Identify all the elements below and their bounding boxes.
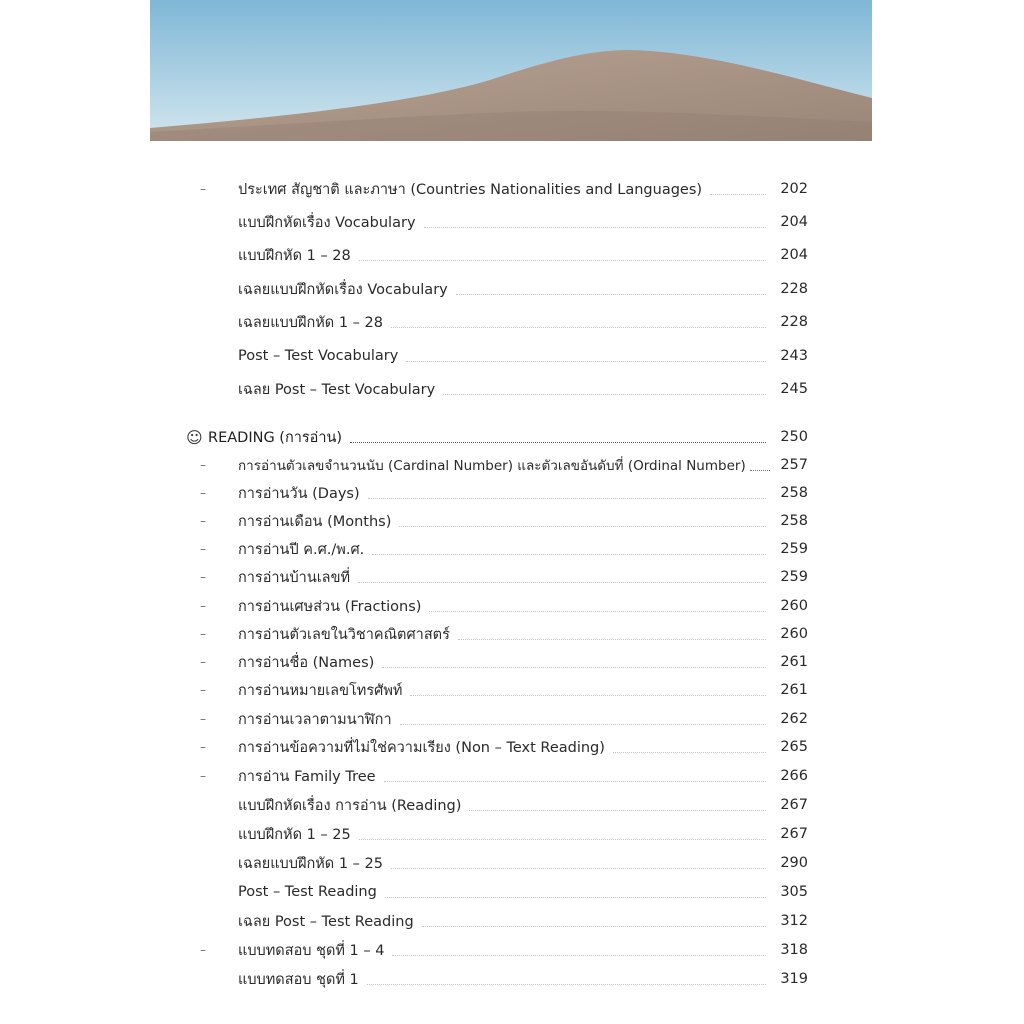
toc-entry [200,880,808,904]
toc-entry [200,310,808,334]
toc-page-number: 204 [780,247,808,263]
dot-leader [384,780,766,782]
toc-entry-title: การอ่านข้อความที่ไม่ใช่ความเรียง (Non – Text Reading) [238,739,605,756]
toc-entry [200,277,808,301]
dot-leader [400,723,766,725]
toc-page-number: 258 [780,485,808,501]
toc-page-number: 228 [780,314,808,330]
toc-page-number: 265 [780,739,808,755]
dot-leader [385,896,766,898]
toc-entry-title: แบบฝึกหัดเรื่อง Vocabulary [238,214,416,231]
toc-entry-title: การอ่านปี ค.ศ./พ.ศ. [238,541,365,558]
dot-leader [424,226,766,228]
toc-page-number: 258 [780,513,808,529]
dot-leader [458,638,766,640]
dot-leader [456,293,766,295]
toc-entry [200,509,808,533]
dot-leader [358,581,766,583]
toc-page-number: 261 [780,654,808,670]
toc-entry [200,851,808,875]
toc-bullet: – [200,542,206,556]
toc-page-number: 202 [780,181,808,197]
toc-bullet: – [200,182,206,196]
desert-dune-photo [150,0,872,141]
toc-bullet: – [200,683,206,697]
toc-entry [200,243,808,267]
toc-entry-title: การอ่านเศษส่วน (Fractions) [238,598,422,615]
dot-leader [350,441,766,443]
toc-entry [200,210,808,234]
dot-leader [359,838,766,840]
toc-page-number: 228 [780,281,808,297]
toc-bullet: – [200,627,206,641]
toc-entry [200,822,808,846]
desert-dune-banner [150,0,872,141]
toc-page-number: 261 [780,682,808,698]
toc-bullet: – [200,458,206,472]
toc-entry-title: การอ่านวัน (Days) [238,485,360,502]
toc-entry-title: การอ่านหมายเลขโทรศัพท์ [238,682,403,699]
toc-entry-title: เฉลย Post – Test Reading [238,913,414,930]
toc-entry-title: เฉลยแบบฝึกหัด 1 – 25 [238,855,383,872]
dot-leader [750,469,770,471]
toc-bullet: – [200,570,206,584]
toc-entry [186,425,808,449]
toc-entry-title: การอ่าน Family Tree [238,768,376,785]
dot-leader [406,360,766,362]
dot-leader [429,610,766,612]
toc-bullet: – [200,769,206,783]
toc-entry-title: READING (การอ่าน) [208,429,343,446]
dot-leader [372,553,766,555]
dot-leader [469,809,766,811]
toc-entry [200,344,808,368]
toc-page-number: 260 [780,626,808,642]
toc-entry [200,909,808,933]
toc-entry-title: แบบทดสอบ ชุดที่ 1 [238,971,359,988]
toc-entry [200,537,808,561]
toc-page-number: 259 [780,541,808,557]
dot-leader [613,751,766,753]
toc-page-number: 257 [780,457,808,473]
toc-entry [200,793,808,817]
toc-bullet: – [200,943,206,957]
toc-bullet: – [200,486,206,500]
dot-leader [367,983,766,985]
toc-bullet: – [200,740,206,754]
toc-page-number: 267 [780,797,808,813]
toc-entry [200,177,808,201]
smiley-icon: ☺ [186,427,203,447]
toc-entry [200,565,808,589]
toc-entry [200,481,808,505]
toc-page-number: 267 [780,826,808,842]
dot-leader [392,954,766,956]
toc-entry [200,707,808,731]
toc-entry-title: เฉลยแบบฝึกหัด 1 – 28 [238,314,383,331]
dot-leader [391,867,766,869]
toc-bullet: – [200,514,206,528]
toc-page-number: 262 [780,711,808,727]
toc-page-number: 266 [780,768,808,784]
toc-page-number: 204 [780,214,808,230]
toc-entry-title: การอ่านบ้านเลขที่ [238,569,351,586]
dot-leader [382,666,766,668]
toc-entry [200,377,808,401]
toc-entry [200,453,808,477]
toc-entry-title: เฉลย Post – Test Vocabulary [238,381,436,398]
dot-leader [710,193,766,195]
dot-leader [422,925,766,927]
toc-page-number: 318 [780,942,808,958]
toc-entry [200,967,808,991]
toc-entry-title: Post – Test Vocabulary [238,348,399,364]
toc-entry-title: การอ่านเวลาตามนาฬิกา [238,711,392,728]
dot-leader [391,326,766,328]
toc-entry-title: การอ่านเดือน (Months) [238,513,392,530]
toc-entry [200,764,808,788]
toc-entry-title: การอ่านตัวเลขในวิชาคณิตศาสตร์ [238,626,450,643]
toc-entry-title: การอ่านตัวเลขจำนวนนับ (Cardinal Number) และตัวเลขอันดับที่ (Ordinal Number) [238,458,746,474]
toc-page-number: 260 [780,598,808,614]
toc-page-number: 290 [780,855,808,871]
toc-bullet: – [200,712,206,726]
dot-leader [399,525,766,527]
toc-page-number: 312 [780,913,808,929]
toc-page-number: 245 [780,381,808,397]
toc-entry-title: Post – Test Reading [238,884,377,900]
toc-entry [200,594,808,618]
dot-leader [368,497,766,499]
toc-entry-title: แบบฝึกหัด 1 – 28 [238,247,351,264]
toc-entry-title: การอ่านชื่อ (Names) [238,654,375,671]
toc-page-number: 259 [780,569,808,585]
toc-entry-title: แบบฝึกหัด 1 – 25 [238,826,351,843]
toc-entry [200,622,808,646]
toc-entry-title: เฉลยแบบฝึกหัดเรื่อง Vocabulary [238,281,448,298]
toc-entry-title: ประเทศ สัญชาติ และภาษา (Countries Nationalities and Languages) [238,181,703,198]
toc-entry [200,678,808,702]
toc-page-number: 250 [780,429,808,445]
toc-bullet: – [200,655,206,669]
toc-entry [200,938,808,962]
toc-page-number: 305 [780,884,808,900]
toc-entry [200,735,808,759]
toc-bullet: – [200,599,206,613]
dot-leader [359,259,766,261]
toc-entry-title: แบบฝึกหัดเรื่อง การอ่าน (Reading) [238,797,462,814]
toc-page-number: 319 [780,971,808,987]
dot-leader [443,393,766,395]
toc-entry [200,650,808,674]
toc-page-number: 243 [780,348,808,364]
dot-leader [410,694,766,696]
toc-entry-title: แบบทดสอบ ชุดที่ 1 – 4 [238,942,385,959]
